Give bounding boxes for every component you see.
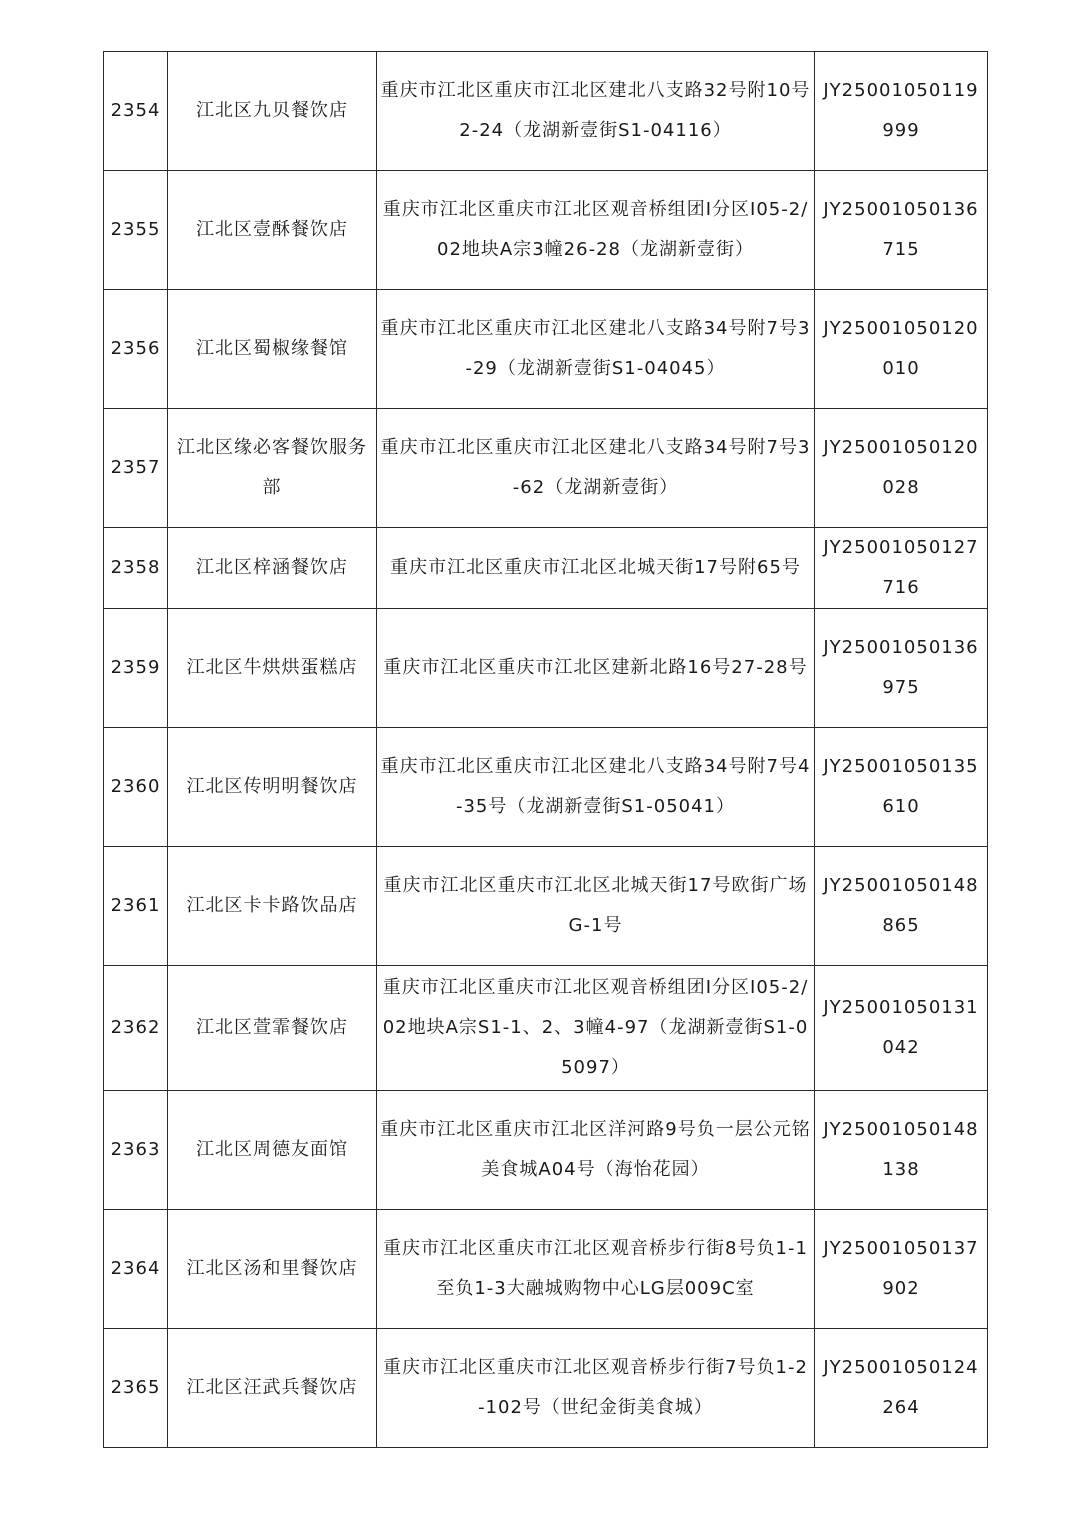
table-row [104, 966, 988, 1091]
license-number: JY25001050148865 [815, 847, 988, 966]
business-name: 江北区汤和里餐饮店 [168, 1210, 377, 1329]
row-number: 2363 [104, 1091, 168, 1210]
table-row [104, 290, 988, 409]
table-row [104, 409, 988, 528]
row-number: 2364 [104, 1210, 168, 1329]
license-number: JY25001050119999 [815, 52, 988, 171]
table-row [104, 847, 988, 966]
business-name: 江北区汪武兵餐饮店 [168, 1329, 377, 1448]
business-name: 江北区萱霏餐饮店 [168, 966, 377, 1091]
license-number: JY25001050127716 [815, 528, 988, 609]
table-row [104, 171, 988, 290]
row-number: 2362 [104, 966, 168, 1091]
business-name: 江北区缘必客餐饮服务部 [168, 409, 377, 528]
table-row [104, 1091, 988, 1210]
table-row [104, 609, 988, 728]
business-address: 重庆市江北区重庆市江北区北城天街17号附65号 [377, 528, 815, 609]
business-address: 重庆市江北区重庆市江北区观音桥步行街8号负1-1至负1-3大融城购物中心LG层009C室 [377, 1210, 815, 1329]
row-number: 2356 [104, 290, 168, 409]
business-address: 重庆市江北区重庆市江北区观音桥组团Ⅰ分区Ⅰ05-2/02地块A宗S1-1、2、3幢4-97（龙湖新壹街S1-05097） [377, 966, 815, 1091]
business-address: 重庆市江北区重庆市江北区洋河路9号负一层公元铭美食城A04号（海怡花园） [377, 1091, 815, 1210]
business-address: 重庆市江北区重庆市江北区建北八支路34号附7号4-35号（龙湖新壹街S1-05041） [377, 728, 815, 847]
business-address: 重庆市江北区重庆市江北区建新北路16号27-28号 [377, 609, 815, 728]
table-row [104, 728, 988, 847]
row-number: 2357 [104, 409, 168, 528]
business-address: 重庆市江北区重庆市江北区北城天街17号欧街广场G-1号 [377, 847, 815, 966]
business-address: 重庆市江北区重庆市江北区建北八支路34号附7号3-29（龙湖新壹街S1-04045） [377, 290, 815, 409]
row-number: 2361 [104, 847, 168, 966]
table-row [104, 528, 988, 609]
business-name: 江北区壹酥餐饮店 [168, 171, 377, 290]
business-name: 江北区蜀椒缘餐馆 [168, 290, 377, 409]
business-name: 江北区周德友面馆 [168, 1091, 377, 1210]
row-number: 2359 [104, 609, 168, 728]
business-name: 江北区梓涵餐饮店 [168, 528, 377, 609]
license-number: JY25001050137902 [815, 1210, 988, 1329]
license-number: JY25001050120010 [815, 290, 988, 409]
license-registry-table [103, 51, 988, 1448]
license-number: JY25001050136715 [815, 171, 988, 290]
license-number: JY25001050135610 [815, 728, 988, 847]
row-number: 2355 [104, 171, 168, 290]
row-number: 2358 [104, 528, 168, 609]
license-number: JY25001050148138 [815, 1091, 988, 1210]
business-address: 重庆市江北区重庆市江北区观音桥组团Ⅰ分区Ⅰ05-2/02地块A宗3幢26-28（龙湖新壹街） [377, 171, 815, 290]
row-number: 2354 [104, 52, 168, 171]
license-number: JY25001050136975 [815, 609, 988, 728]
business-name: 江北区牛烘烘蛋糕店 [168, 609, 377, 728]
business-address: 重庆市江北区重庆市江北区观音桥步行街7号负1-2-102号（世纪金街美食城） [377, 1329, 815, 1448]
table-row [104, 52, 988, 171]
row-number: 2360 [104, 728, 168, 847]
business-address: 重庆市江北区重庆市江北区建北八支路34号附7号3-62（龙湖新壹街） [377, 409, 815, 528]
business-name: 江北区九贝餐饮店 [168, 52, 377, 171]
license-number: JY25001050124264 [815, 1329, 988, 1448]
table-row [104, 1329, 988, 1448]
row-number: 2365 [104, 1329, 168, 1448]
license-number: JY25001050120028 [815, 409, 988, 528]
business-name: 江北区卡卡路饮品店 [168, 847, 377, 966]
license-number: JY25001050131042 [815, 966, 988, 1091]
table-row [104, 1210, 988, 1329]
business-name: 江北区传明明餐饮店 [168, 728, 377, 847]
business-address: 重庆市江北区重庆市江北区建北八支路32号附10号2-24（龙湖新壹街S1-04116） [377, 52, 815, 171]
